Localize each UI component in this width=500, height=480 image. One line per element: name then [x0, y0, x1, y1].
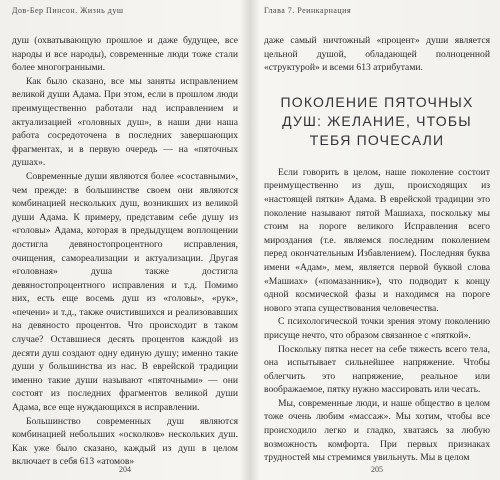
- right-page: [264, 6, 490, 474]
- paragraph: душ (охватывающую прошлое и даже будущее, все народы и все народы), современные люди тоже стали более многогранными.: [12, 35, 238, 74]
- paragraph: Мы, современные люди, и наше общество в целом тоже очень любим «массаж». Мы хотим, чтобы все происходило легко и гладко, хватаясь за любую возможность комфорта. При первых признаках трудностей мы стремимся увильнуть. Мы в целом: [264, 397, 490, 464]
- paragraph: Если говорить в целом, наше поколение состоит преимущественно из душ, происходящих из «настоящей пятки» Адама. В еврейской традиции это поколение называют пятой Машиаха, поскольку мы стоим на пороге великого Исправления всего мироздания (т.е. являемся последним поколением перед окончательным Избавлением). Последняя буква имени «Адам», мем, является первой буквой слова «Машиах» («помазанник»), что подводит к концу одной космической фазы и находимся на пороге нового этапа существования человечества.: [264, 166, 490, 314]
- right-body: [264, 34, 490, 465]
- left-page: [12, 6, 238, 474]
- section-title: ПОКОЛЕНИЕ ПЯТОЧНЫХ ДУШ: ЖЕЛАНИЕ, ЧТОБЫ ТЕБЯ ПОЧЕСАЛИ: [280, 93, 474, 148]
- page-number-left: 204: [119, 465, 131, 474]
- running-header-right: Глава 7. Реинкарнация: [264, 6, 352, 15]
- running-header-left: Дов-Бер Пинсон. Жизнь душ: [12, 6, 124, 15]
- left-body: [12, 34, 238, 469]
- paragraph: Поскольку пятка несет на себе тяжесть всего тела, она испытывает сильнейшее напряжение. Чтобы облегчить это напряжение, реальное или воображаемое, пятку нужно массировать или чесать.: [264, 343, 490, 396]
- paragraph: Современные души являются более «составными», чем прежде: в большинстве своем они являются комбинацией нескольких душ, возникших из великой души Адама. К примеру, представим себе душу из «головы» Адама, которая в предыдущем воплощении достигла девяностопроцентного исправления, очищения, самореализации и актуализации. Другая «головная» душа также достигла девяностопроцентного исправления и т.д. Помимо них, есть еще восемь душ из «головы», «рук», «печени» и т.д., также очистившихся и реализовавших на девяносто процентов. Что происходит в таком случае? Оставшиеся десять процентов каждой из десяти душ создают одну единую душу; именно такие души у большинства из нас. В еврейской традиции именно такие души называют «пяточными» — они состоят из последних фрагментов великой души Адама, все еще нуждающихся в исправлении.: [12, 170, 238, 414]
- intro-paragraph: даже самый ничтожный «процент» души является цельной душой, обладающей полноценной «структурой» и всеми 613 атрибутами.: [264, 35, 490, 74]
- page-number-right: 205: [371, 465, 383, 474]
- paragraph: Большинство современных душ являются комбинацией небольших «осколков» нескольких душ. Как уже было сказано, каждый из душ в целом включает в себя 613 «атомов»: [12, 415, 238, 468]
- paragraph: С психологической точки зрения этому поколению присуще нечто, что образом связанное с «пяткой».: [264, 316, 490, 341]
- paragraph: Как было сказано, все мы заняты исправлением великой души Адама. При этом, если в прошлом люди преимущественно работали над исправлением и актуализацией «головных душ», в наши дни наша работа сосредоточена в последних завершающих фрагментах, и в первую очередь — на «пяточных душах».: [12, 75, 238, 169]
